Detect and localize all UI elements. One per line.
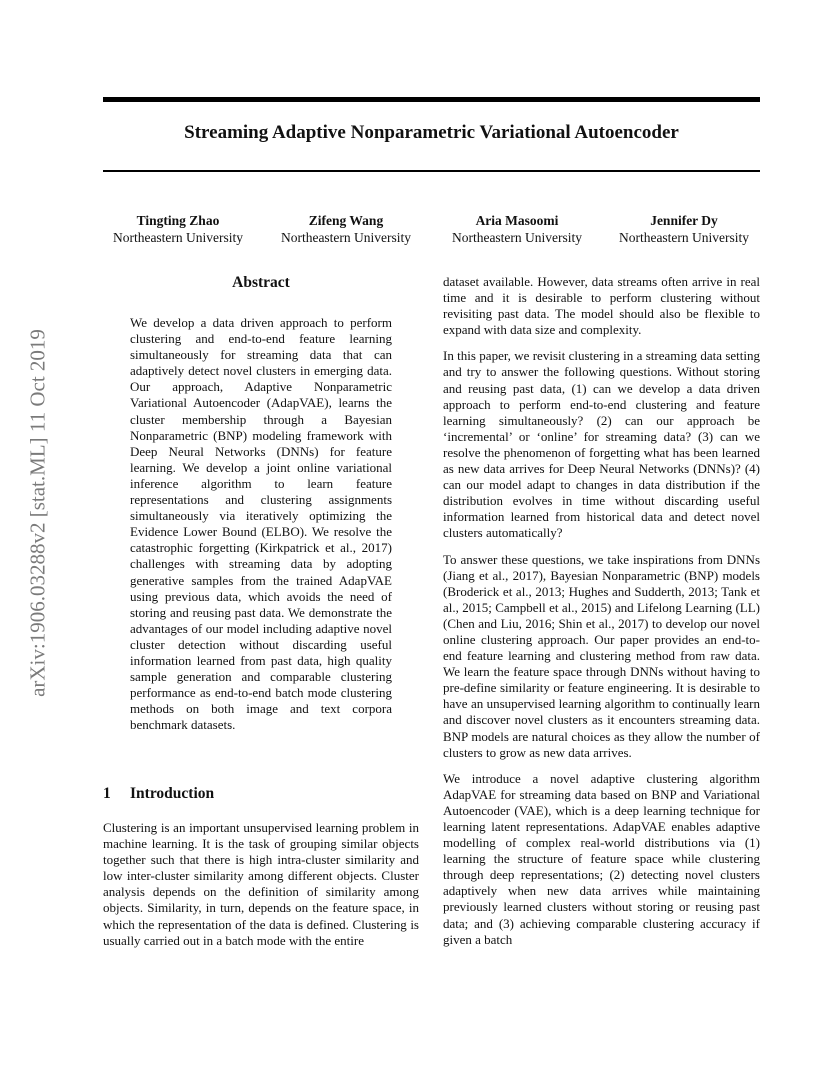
intro-paragraph: dataset available. However, data streams often arrive in real time and it is desirable to perform clustering without revisiting past data. The model should also be flexible to expand with data size and complexity. — [443, 274, 760, 338]
right-column — [443, 274, 760, 958]
author-name: Aria Masoomi — [475, 213, 559, 228]
intro-paragraph: Clustering is an important unsupervised learning problem in machine learning. It is the task of grouping similar objects together such that there is high intra-cluster similarity and low inter-cluster similarity among different objects. Cluster analysis depends on the definition of similarity among objects. Similarity, in turn, depends on the feature space, in which the representation of the data is defined. Clustering is usually carried out in a batch mode with the entire — [103, 820, 419, 948]
author-affiliation: Northeastern University — [280, 230, 412, 245]
author-name: Zifeng Wang — [308, 213, 384, 228]
author-name: Tingting Zhao — [136, 213, 220, 228]
author-affiliation: Northeastern University — [618, 230, 750, 245]
section-number: 1 — [103, 785, 111, 802]
intro-paragraph: In this paper, we revisit clustering in a streaming data setting and try to answer the following questions. Without storing and reusing past data, (1) can we develop a data driven approach to perform end-to-end clustering and feature learning simultaneously? (2) can our approach be ‘incremental’ or ‘online’ for streaming data? (3) can we resolve the phenomenon of forgetting what has been learned as new data arrives for Deep Neural Networks (DNNs)? (4) can our model adapt to changes in data distribution if the distribution evolves in time without discarding useful information learned from historical data and detect novel clusters automatically? — [443, 348, 760, 541]
author-2 — [266, 212, 426, 246]
author-affiliation: Northeastern University — [451, 230, 583, 245]
author-1 — [98, 212, 258, 246]
intro-paragraph: To answer these questions, we take inspirations from DNNs (Jiang et al., 2017), Bayesian Nonparametric (BNP) models (Broderick et al., 2013; Hughes and Sudderth, 2013; Tank et al., 2015; Campbell et al., 2015) and Lifelong Learning (LL) (Chen and Liu, 2016; Shin et al., 2017) to develop our novel online clustering approach. Our paper provides an end-to-end feature learning and clustering method from raw data. We learn the feature space through DNNs without having to pre-define similarity or feature engineering. It is desirable to have an unsupervised learning algorithm to continually learn and discover novel clusters as it encounters streaming data. BNP models are natural choices as they allow the number of clusters to grow as new data arrives. — [443, 551, 760, 760]
author-4 — [604, 212, 764, 246]
left-column — [103, 820, 419, 949]
abstract-text: We develop a data driven approach to perform clustering and end-to-end feature learning simultaneously for streaming data that can adaptively detect novel clusters in emerging data. Our approach, Adaptive Nonparametric Variational Autoencoder (AdapVAE), learns the cluster membership through a Bayesian Nonparametric (BNP) modeling framework with Deep Neural Networks (DNNs) for feature learning. We develop a joint online variational inference algorithm to learn feature representations and clustering assignments simultaneously via iteratively optimizing the Evidence Lower Bound (ELBO). We resolve the catastrophic forgetting (Kirkpatrick et al., 2017) challenges with streaming data by adopting generative samples from the trained AdapVAE using previous data, which avoids the need of storing and reusing past data. We demonstrate the advantages of our model including adaptive novel cluster detection without discarding useful information learned from past data, high quality sample generation and comparable clustering performance as end-to-end batch mode clustering methods on both image and text corpora benchmark datasets. — [130, 315, 392, 733]
intro-paragraph: We introduce a novel adaptive clustering algorithm AdapVAE for streaming data based on BNP and Variational Autoencoder (VAE), which is a deep learning technique for learning latent representations. AdapVAE enables adaptive modelling of complex real-world distributions via (1) learning the structure of feature space while clustering through deep representations; (2) detecting novel clusters adaptively when new data arrives while maintaining previously learned clusters without storing or reusing past data; and (3) achieving comparable clustering accuracy if given a batch — [443, 770, 760, 947]
title-bottom-rule — [103, 170, 760, 172]
paper-title: Streaming Adaptive Nonparametric Variational Autoencoder — [184, 122, 679, 143]
top-rule — [103, 97, 760, 102]
author-name: Jennifer Dy — [650, 213, 718, 228]
author-3 — [437, 212, 597, 246]
arxiv-identifier: arXiv:1906.03288v2 [stat.ML] 11 Oct 2019 — [25, 329, 50, 697]
section-title: Introduction — [130, 785, 215, 802]
section-heading — [103, 785, 403, 803]
author-affiliation: Northeastern University — [112, 230, 244, 245]
abstract-heading: Abstract — [232, 274, 290, 291]
